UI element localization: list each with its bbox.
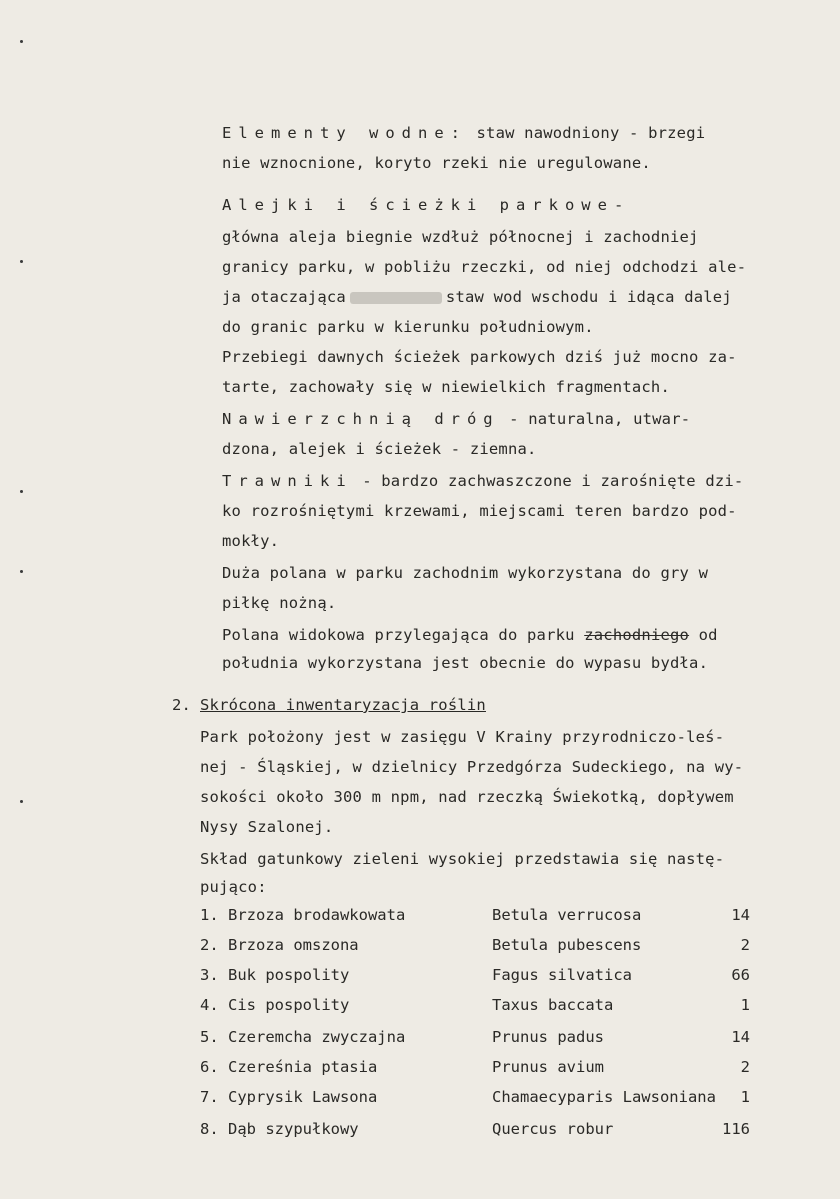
para4-line2: ko rozrośniętymi krzewami, miejscami teren bardzo pod- <box>222 502 737 520</box>
erasure-mark <box>350 292 442 304</box>
species-count: 1 <box>740 996 750 1014</box>
para3-heading: Nawierzchnią dróg <box>222 410 500 428</box>
para2-text: ja otaczająca <box>222 288 346 306</box>
para4-line1 <box>222 472 743 490</box>
section2-line: pująco: <box>200 878 267 896</box>
para1-line2: nie wznocnione, koryto rzeki nie uregulowane. <box>222 154 651 172</box>
species-count: 66 <box>731 966 750 984</box>
para2-line: Przebiegi dawnych ścieżek parkowych dziś już mocno za- <box>222 348 737 366</box>
species-name: 1. Brzoza brodawkowata <box>200 906 406 924</box>
para2-text: staw wod wschodu i idąca dalej <box>445 288 732 306</box>
species-latin: Chamaecyparis Lawsoniana <box>492 1088 716 1106</box>
punch-dot <box>20 40 23 43</box>
para4-line5: piłkę nożną. <box>222 594 337 612</box>
para3-text: - naturalna, utwar- <box>499 410 691 428</box>
species-latin: Taxus baccata <box>492 996 614 1014</box>
species-name: 3. Buk pospolity <box>200 966 350 984</box>
struck-word: zachodniego <box>584 626 690 644</box>
species-count: 2 <box>740 936 750 954</box>
para2-line: do granic parku w kierunku południowym. <box>222 318 594 336</box>
para1-text: staw nawodniony - brzegi <box>466 124 706 142</box>
para2-line: tarte, zachowały się w niewielkich fragmentach. <box>222 378 670 396</box>
species-latin: Betula verrucosa <box>492 906 642 924</box>
para2-heading: Alejki i ścieżki parkowe- <box>222 196 631 214</box>
section2-line: nej - Śląskiej, w dzielnicy Przedgórza Sudeckiego, na wy- <box>200 758 744 776</box>
species-name: 7. Cyprysik Lawsona <box>200 1088 378 1106</box>
species-name: 6. Czereśnia ptasia <box>200 1058 378 1076</box>
punch-dot <box>20 570 23 573</box>
section2-line: sokości około 300 m npm, nad rzeczką Świekotką, dopływem <box>200 788 734 806</box>
species-latin: Betula pubescens <box>492 936 642 954</box>
para4-line3: mokły. <box>222 532 280 550</box>
species-latin: Prunus avium <box>492 1058 604 1076</box>
section2-line: Skład gatunkowy zieleni wysokiej przedstawia się nastę- <box>200 850 725 868</box>
species-count: 14 <box>731 1028 750 1046</box>
para1-heading: Elementy wodne: <box>222 124 467 142</box>
para4-line6 <box>222 626 718 644</box>
species-name: 4. Cis pospolity <box>200 996 350 1014</box>
section2-line: Nysy Szalonej. <box>200 818 334 836</box>
species-count: 116 <box>722 1120 750 1138</box>
para4-text: Polana widokowa przylegająca do parku <box>222 626 585 644</box>
para3-line2: dzona, alejek i ścieżek - ziemna. <box>222 440 537 458</box>
species-latin: Fagus silvatica <box>492 966 632 984</box>
para3-line1 <box>222 410 690 428</box>
species-latin: Quercus robur <box>492 1120 614 1138</box>
species-name: 2. Brzoza omszona <box>200 936 359 954</box>
species-count: 2 <box>740 1058 750 1076</box>
para2-line: główna aleja biegnie wzdłuż północnej i zachodniej <box>222 228 699 246</box>
species-count: 1 <box>740 1088 750 1106</box>
para1-line1 <box>222 124 705 142</box>
para4-line7: południa wykorzystana jest obecnie do wypasu bydła. <box>222 654 709 672</box>
section2-number: 2. <box>172 696 192 714</box>
para4-line4: Duża polana w parku zachodnim wykorzystana do gry w <box>222 564 709 582</box>
punch-dot <box>20 800 23 803</box>
para4-text: od <box>689 626 718 644</box>
para4-heading: Trawniki <box>222 472 353 490</box>
para2-line <box>222 288 732 306</box>
para4-text: - bardzo zachwaszczone i zarośnięte dzi- <box>352 472 744 490</box>
section2-line: Park położony jest w zasięgu V Krainy przyrodniczo-leś- <box>200 728 725 746</box>
para2-line: granicy parku, w pobliżu rzeczki, od niej odchodzi ale- <box>222 258 747 276</box>
species-latin: Prunus padus <box>492 1028 604 1046</box>
section2-title: Skrócona inwentaryzacja roślin <box>200 696 486 714</box>
species-name: 8. Dąb szypułkowy <box>200 1120 359 1138</box>
species-count: 14 <box>731 906 750 924</box>
species-name: 5. Czeremcha zwyczajna <box>200 1028 406 1046</box>
punch-dot <box>20 490 23 493</box>
punch-dot <box>20 260 23 263</box>
